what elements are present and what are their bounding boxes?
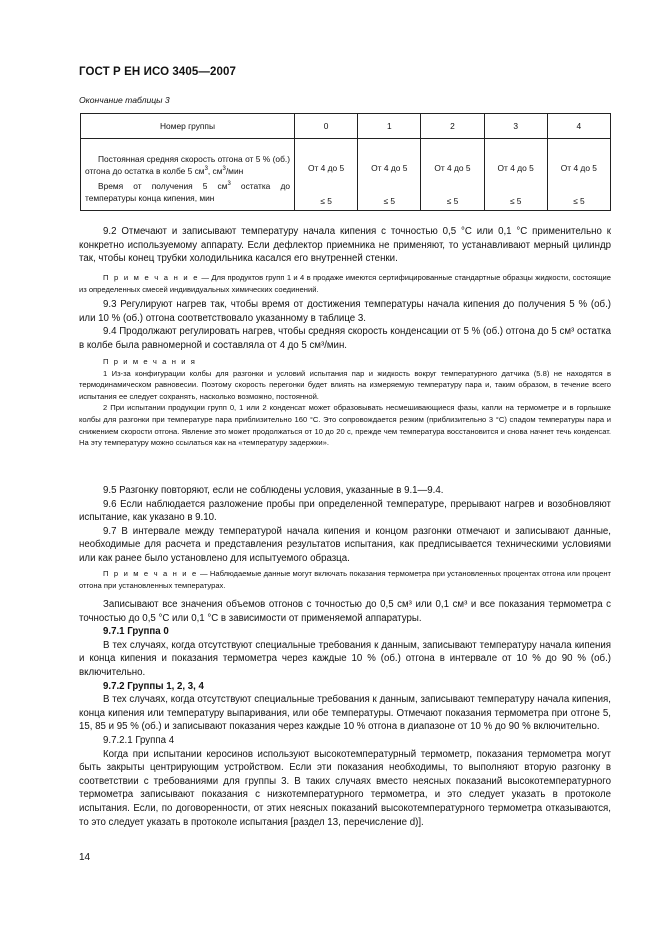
time-value: ≤ 5: [573, 196, 585, 206]
time-value: ≤ 5: [446, 196, 459, 206]
table-cell-group-0: [295, 139, 358, 211]
note-2-text: П р и м е ч а н и е — Наблюдаемые данные могут включать показания термометра при установленных процентах отгона или процент отгона при установленных температурах.: [79, 569, 611, 590]
paragraph-9-2: 9.2 Отмечают и записывают температуру начала кипения с точностью 0,5 °С или 0,1 °С применительно к конкретно используемому аппарату. Если дефлектор приемника не применяют, то устанавливают мерный цилиндр так, чтобы конец трубки холодильника касался его внутренней стенки.: [79, 226, 611, 265]
paragraph-9-7-2: В тех случаях, когда отсутствуют специальные требования к данным, записывают температуру начала кипения, конца кипения или температуру выпаривания, или обе температуры. Отмечают показания термометра при отгоне 5, 15, 85 и 95 % (об.) и записывают показания через каждые 10 % отгона в диапазоне от 10 % до 90 % включительно.: [79, 694, 611, 733]
table-header-group-number: Номер группы: [81, 114, 295, 139]
paragraph-9-7-2-1: Когда при испытании керосинов используют высокотемпературный термометр, показания термометра могут быть закрыты центрирующим устройством. Если эти показания необходимы, то выполняют вторую разгонку в соответствии с требованиями для группы 3. В таких случаях вместо неясных показаний высокотемпературного термометра записывают показания с низкотемпературного термометра, и это следует указать в протоколе испытания. Если, по договоренности, от этих неясных показаний высокотемпературного термометра отказываются, то это следует указать в протоколе испытания [раздел 13, перечисление d)].: [79, 748, 611, 828]
table-cell-group-1: [358, 139, 421, 211]
row1-label: Постоянная средняя скорость отгона от 5 % (об.) отгона до остатка в колбе 5 $см^3$, $см^3$/мин: [85, 153, 290, 176]
note-b: 2 При испытании продукции групп 0, 1 или 2 конденсат может образовывать несмешивающиеся фазы, капли на термометре и в горлышке колбы для разгонки при температуре пара приблизительно 160 °С. Это сопровождается резким (приблизительно 3 °С) спадом температуры пара и снижением скорости отгона. Явление это может продолжаться от 10 до 20 с, прежде чем температура восстановится и снова начнет течь конденсат. На эту температуру можно ссылаться как на «температуру задержки».: [79, 403, 611, 448]
heading-9-7-1: 9.7.1 Группа 0: [103, 626, 169, 638]
paragraph-9-7: 9.7 В интервале между температурой начала кипения и концом разгонки отмечают и записывают данные, необходимые для расчета и представления результатов испытания, как предписывается техническими условиями или как ранее было установлено для испытуемого образца.: [79, 525, 611, 564]
note-1-text: П р и м е ч а н и е — Для продуктов групп 1 и 4 в продаже имеются сертифицированные стандартные образцы жидкости, состоящие из определенных смесей индивидуальных химических соединений.: [79, 273, 612, 294]
table-header-group-3: 3: [484, 114, 547, 139]
note-2: [79, 568, 611, 591]
page-number: 14: [79, 852, 91, 863]
paragraph-9-3: 9.3 Регулируют нагрев так, чтобы время от достижения температуры начала кипения до получения 5 % (об.) или 10 % (об.) отгона соответствовало указанному в таблице 3.: [79, 299, 611, 324]
table-data-row: [81, 139, 611, 211]
rate-value: От 4 до 5: [371, 163, 408, 173]
table-header-group-2: 2: [421, 114, 484, 139]
rate-value: От 4 до 5: [560, 163, 597, 173]
paragraph-9-6: 9.6 Если наблюдается разложение пробы при определенной температуре, прерывают нагрев и возобновляют испытание, как указано в 9.10.: [79, 498, 611, 524]
paragraph-record: Записывают все значения объемов отгонов с точностью до 0,5 см³ или 0,1 см³ и все показания термометра с точностью до 0,5 °С или 0,1 °С в зависимости от применяемой аппаратуры.: [79, 599, 611, 624]
heading-9-7-2: 9.7.2 Группы 1, 2, 3, 4: [103, 680, 204, 692]
paragraph-9-4: 9.4 Продолжают регулировать нагрев, чтобы средняя скорость конденсации от 5 % (об.) отгона до 5 см³ остатка в колбе была равномерной и составляла от 4 до 5 см³/мин.: [79, 326, 611, 351]
heading-9-7-2-1: 9.7.2.1 Группа 4: [103, 734, 175, 746]
table-cell-group-3: [484, 139, 547, 211]
document-header: ГОСТ Р ЕН ИСО 3405—2007: [79, 66, 236, 78]
section-9-3-9-4: [79, 298, 611, 352]
section-9-7-subsections: [79, 598, 611, 829]
time-value: ≤ 5: [509, 196, 522, 206]
section-9-5-9-7: [79, 484, 611, 566]
notes-block: [79, 356, 611, 449]
table-caption: Окончание таблицы 3: [79, 95, 170, 105]
rate-value: От 4 до 5: [307, 163, 345, 173]
rate-value: От 4 до 5: [434, 163, 471, 173]
notes-label: П р и м е ч а н и я: [103, 357, 197, 366]
table-row-labels: [81, 139, 295, 211]
table-cell-group-2: [421, 139, 484, 211]
table-header-group-4: 4: [547, 114, 610, 139]
note-a: 1 Из-за конфигурации колбы для разгонки и условий испытания пар и жидкость вокруг температурного датчика (5.8) не находятся в термодинамическом равновесии. Поэтому скорость перегонки будет влиять на измеряемую температуру пара и, таким образом, в течение всего испытания ее следует сохранять, насколько возможно, постоянной.: [79, 368, 611, 401]
table-cell-group-4: [547, 139, 610, 211]
note-1: [79, 272, 611, 295]
time-value: ≤ 5: [320, 196, 332, 206]
paragraph-9-5: 9.5 Разгонку повторяют, если не соблюдены условия, указанные в 9.1—9.4.: [103, 485, 444, 496]
table-3-end: [80, 113, 611, 211]
paragraph-9-7-1: В тех случаях, когда отсутствуют специальные требования к данным, записывают температуру начала кипения и конца кипения и показания термометра через каждые 10 % (об.) отгона в интервале от 10 % до 90 % (об.) включительно.: [79, 639, 611, 678]
time-value: ≤ 5: [383, 196, 396, 206]
table-header-group-0: 0: [295, 114, 358, 139]
section-9-2: [79, 225, 611, 266]
rate-value: От 4 до 5: [497, 163, 534, 173]
row2-label: Время от получения 5 $см^3$ остатка до температуры конца кипения, мин: [85, 180, 290, 203]
table-header-row: [81, 114, 611, 139]
table-header-group-1: 1: [358, 114, 421, 139]
